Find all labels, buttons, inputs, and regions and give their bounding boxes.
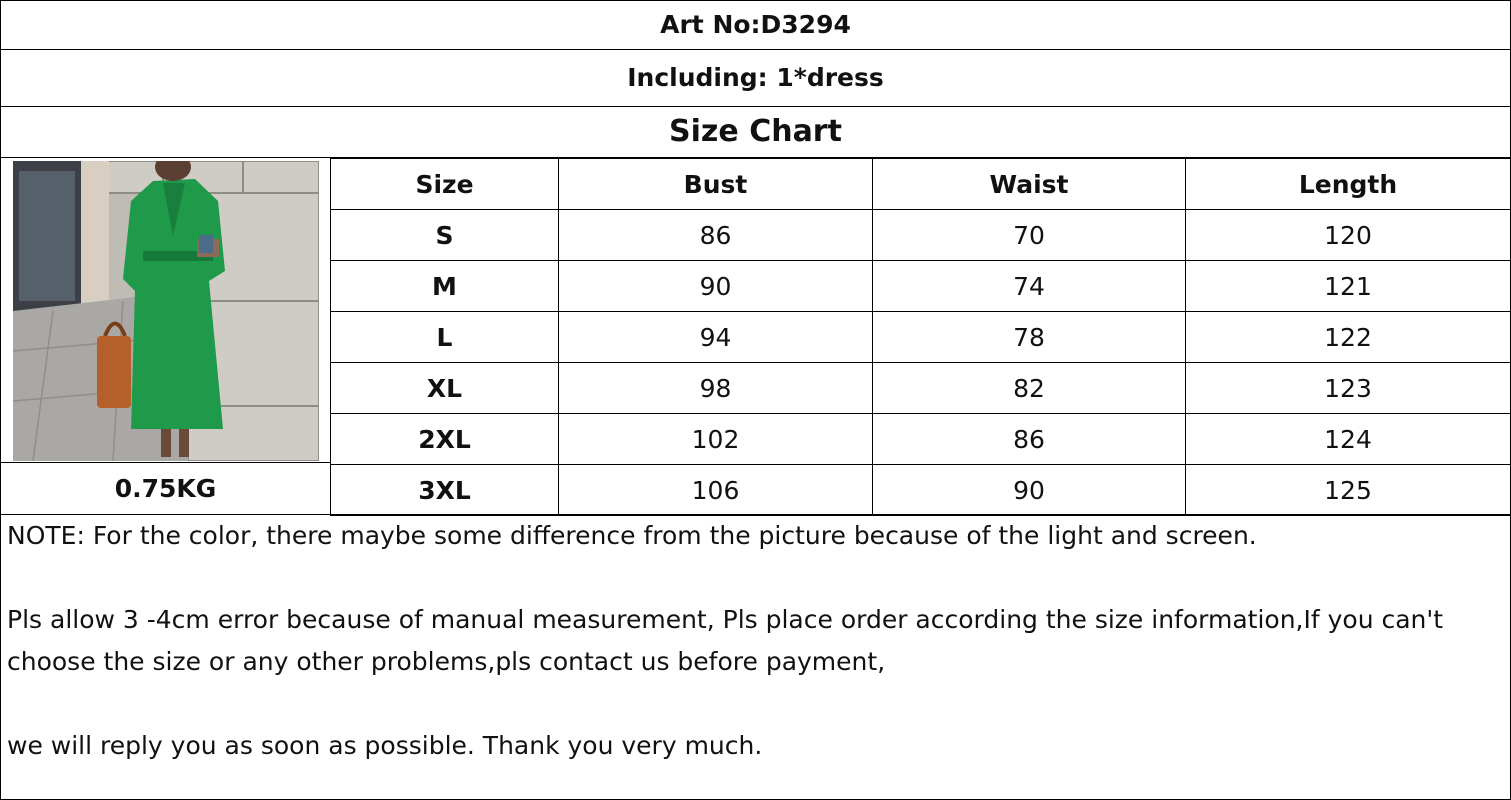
bust-cell: 94: [559, 312, 873, 363]
waist-cell: 70: [873, 210, 1186, 261]
length-cell: 124: [1186, 414, 1511, 465]
bust-cell: 106: [559, 465, 873, 516]
size-cell: L: [331, 312, 559, 363]
size-cell: S: [331, 210, 559, 261]
column-header-size: Size: [331, 159, 559, 210]
waist-cell: 90: [873, 465, 1186, 516]
waist-cell: 74: [873, 261, 1186, 312]
note-reply: we will reply you as soon as possible. Thank you very much.: [7, 731, 763, 760]
product-photo: [13, 161, 319, 461]
note-color: NOTE: For the color, there maybe some difference from the picture because of the light and screen.: [7, 521, 1257, 550]
waist-cell: 86: [873, 414, 1186, 465]
column-header-waist: Waist: [873, 159, 1186, 210]
length-cell: 123: [1186, 363, 1511, 414]
waist-cell: 78: [873, 312, 1186, 363]
table-row: [331, 363, 1511, 414]
product-photo-illustration: [13, 161, 319, 461]
bust-cell: 98: [559, 363, 873, 414]
table-row: [331, 465, 1511, 516]
length-cell: 120: [1186, 210, 1511, 261]
length-cell: 122: [1186, 312, 1511, 363]
size-table: [330, 158, 1511, 516]
table-row: [331, 414, 1511, 465]
size-cell: M: [331, 261, 559, 312]
size-chart-title: Size Chart: [669, 114, 842, 149]
notes-section: [7, 515, 1504, 767]
length-cell: 121: [1186, 261, 1511, 312]
note-measurement: Pls allow 3 -4cm error because of manual measurement, Pls place order according the size information,If you can't choose the size or any other problems,pls contact us before payment,: [7, 605, 1444, 676]
table-header-row: [331, 159, 1511, 210]
bust-cell: 90: [559, 261, 873, 312]
package-weight: 0.75KG: [114, 474, 217, 503]
table-row: [331, 210, 1511, 261]
art-number: Art No:D3294: [660, 10, 851, 39]
including-line: Including: 1*dress: [627, 63, 884, 92]
column-header-length: Length: [1186, 159, 1511, 210]
bust-cell: 102: [559, 414, 873, 465]
length-cell: 125: [1186, 465, 1511, 516]
column-header-bust: Bust: [559, 159, 873, 210]
table-row: [331, 261, 1511, 312]
bust-cell: 86: [559, 210, 873, 261]
size-cell: 3XL: [331, 465, 559, 516]
size-cell: 2XL: [331, 414, 559, 465]
waist-cell: 82: [873, 363, 1186, 414]
table-row: [331, 312, 1511, 363]
size-cell: XL: [331, 363, 559, 414]
